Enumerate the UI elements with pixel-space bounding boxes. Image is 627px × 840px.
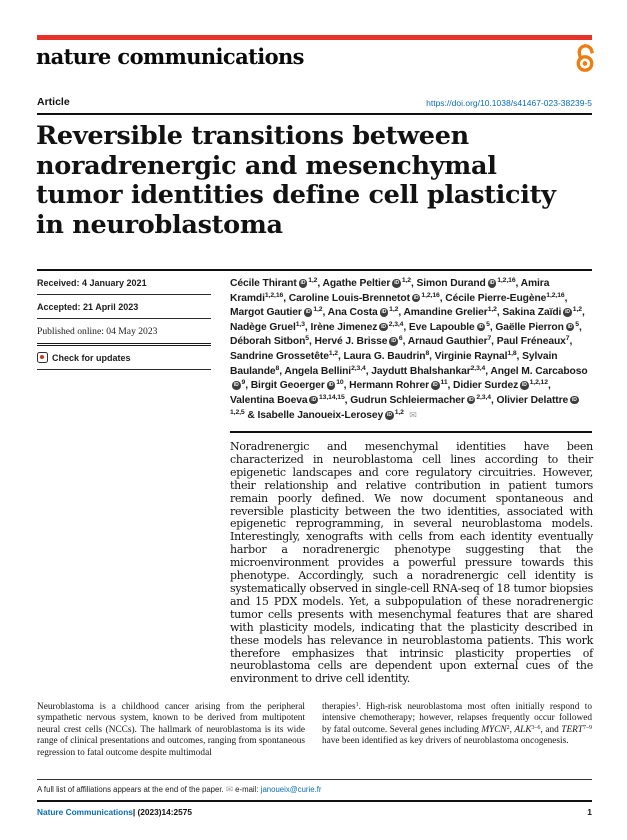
orcid-icon[interactable]: iD xyxy=(394,280,399,286)
footnote-rule xyxy=(37,779,592,780)
email-label: e-mail: xyxy=(235,785,259,794)
orcid-icon[interactable]: iD xyxy=(478,323,484,330)
doi-link[interactable]: https://doi.org/10.1038/s41467-023-38239-5 xyxy=(426,98,592,108)
orcid-icon[interactable]: iD xyxy=(305,309,311,316)
footer-citation: | (2023)14:2575 xyxy=(132,807,192,817)
affiliations-note: A full list of affiliations appears at the end of the paper. xyxy=(37,785,224,794)
body-column-left: Neuroblastoma is a childhood cancer arising from the peripheral sympathetic nervous system, known to be derived from multipotent neural crest cells (NCCs). The hallmark of neuroblastoma is its wide range of clinical presentations and outcomes, ranging from spontaneous regression to fatal outcome despite multimodal xyxy=(37,702,305,758)
orcid-icon[interactable]: iD xyxy=(565,309,570,316)
published-date: Published online: 04 May 2023 xyxy=(37,319,211,346)
article-history-panel xyxy=(37,271,211,370)
footer-journal-link[interactable]: Nature Communications xyxy=(37,807,133,817)
orcid-icon[interactable]: iD xyxy=(381,323,386,330)
orcid-icon[interactable]: iD xyxy=(311,396,317,403)
envelope-icon: ✉ xyxy=(225,784,233,794)
open-access-icon xyxy=(574,42,596,74)
page-number: 1 xyxy=(587,807,592,817)
author-list: Cécile Thirant iD $^{1,2}$, Agathe Peltier iD $^{1,2}$, Simon Durand iD $^{1,2,16}$, Amira Kramdi$^{1,2,16}$, Caroline Louis-Brennetot iD $^{1,2,16}$, Cécile Pierre-Eugène$^{1,2,16}$, Margot Gautier iD $^{1,2}$, Ana Costa iD $^{1,2}$, Amandine Grelier$^{1,2}$, Sakina Zaïdi iD $^{1,2}$, Nadège Gruel$^{1,3}$, Irène Jimenez iD $^{2,3,4}$, Eve Lapouble iD $^5$, Gaëlle Pierron iD $^5$, Déborah Sitbon$^5$, Hervé J. Brisse iD $^6$, Arnaud Gauthier$^7$, Paul Fréneaux$^7$, Sandrine Grossetête$^{1,2}$, Laura G. Baudrin$^8$, Virginie Raynal$^{1,8}$, Sylvain Baulande$^8$, Angela Bellini$^{2,3,4}$, Jaydutt Bhalshankar$^{2,3,4}$, Angel M. CarcabosoiD $^9$, Birgit Geoerger iD $^{10}$, Hermann Rohrer iD $^{11}$, Didier Surdez iD $^{1,2,12}$, Valentina Boeva iD $^{13,14,15}$, Gudrun Schleiermacher iD $^{2,3,4}$, Olivier Delattre iD$^{1,2,5}$ & Isabelle Janoueix-Lerosey iD $^{1,2}$ ✉ xyxy=(230,277,588,422)
orcid-icon[interactable]: iD xyxy=(571,396,577,403)
orcid-icon[interactable]: iD xyxy=(300,280,306,286)
orcid-icon[interactable]: iD xyxy=(567,323,573,330)
affiliations-footnote xyxy=(37,784,592,795)
crossmark-icon xyxy=(37,352,48,363)
header-rule xyxy=(37,113,592,115)
body-column-right: therapies$^1$. High-risk neuroblastoma most often initially respond to intensive chemotherapy; however, relapses frequently occur followed by fatal outcome. Several genes including MYCN$^2$, ALK$^{3-6}$, and TERT$^{7-9}$ have been identified as key drivers of neuroblastoma oncogenesis. xyxy=(322,702,592,747)
orcid-icon[interactable]: iD xyxy=(468,396,474,403)
article-header-row xyxy=(37,96,592,108)
page-footer xyxy=(37,807,592,817)
orcid-icon[interactable]: iD xyxy=(413,294,419,301)
corresponding-author-envelope-icon[interactable]: ✉ xyxy=(406,410,417,421)
orcid-icon[interactable]: iD xyxy=(387,412,392,419)
journal-brand-bar xyxy=(37,35,592,40)
orcid-icon[interactable]: iD xyxy=(432,382,438,389)
footer-rule xyxy=(37,800,592,802)
orcid-icon[interactable]: iD xyxy=(489,280,495,286)
corresponding-email-link[interactable]: janoueix@curie.fr xyxy=(260,785,322,794)
orcid-icon[interactable]: iD xyxy=(381,309,387,316)
orcid-icon[interactable]: iD xyxy=(233,382,239,389)
received-date: Received: 4 January 2021 xyxy=(37,271,211,295)
orcid-icon[interactable]: iD xyxy=(328,382,334,389)
check-for-updates-button[interactable] xyxy=(37,346,211,370)
abstract-rule xyxy=(230,431,592,433)
abstract-text: Noradrenergic and mesenchymal identities have been characterized in neuroblastoma cell lines according to their epigenetic landscapes and core regulatory circuitries. However, their relationship and relative contribution in patient tumors remain poorly defined. We now document spontaneous and reversible plasticity between the two identities, associated with epigenetic reprogramming, in several neuroblastoma models. Interestingly, xenografts with cells from each identity eventually harbor a noradrenergic phenotype suggesting that the microenvironment provides a powerful pressure towards this phenotype. Accordingly, such a noradrenergic cell identity is systematically observed in single-cell RNA-seq of 18 tumor biopsies and 15 PDX models. Yet, a subpopulation of these noradrenergic tumor cells presents with mesenchymal features that are shared with plasticity models, indicating that the plasticity described in these models has relevance in neuroblastoma patients. This work therefore emphasizes that intrinsic plasticity properties of neuroblastoma cells are dependent upon external cues of the environment to drive cell identity. xyxy=(230,440,593,686)
journal-logo: nature communications xyxy=(36,44,304,69)
accepted-date: Accepted: 21 April 2023 xyxy=(37,295,211,319)
check-for-updates-label: Check for updates xyxy=(52,352,131,363)
orcid-icon[interactable]: iD xyxy=(391,338,397,345)
article-title: Reversible transitions between noradrenergic and mesenchymal tumor identities define cell plasticity in neuroblastoma xyxy=(36,121,556,240)
orcid-icon[interactable]: iD xyxy=(521,382,527,389)
article-type-label: Article xyxy=(37,96,70,108)
